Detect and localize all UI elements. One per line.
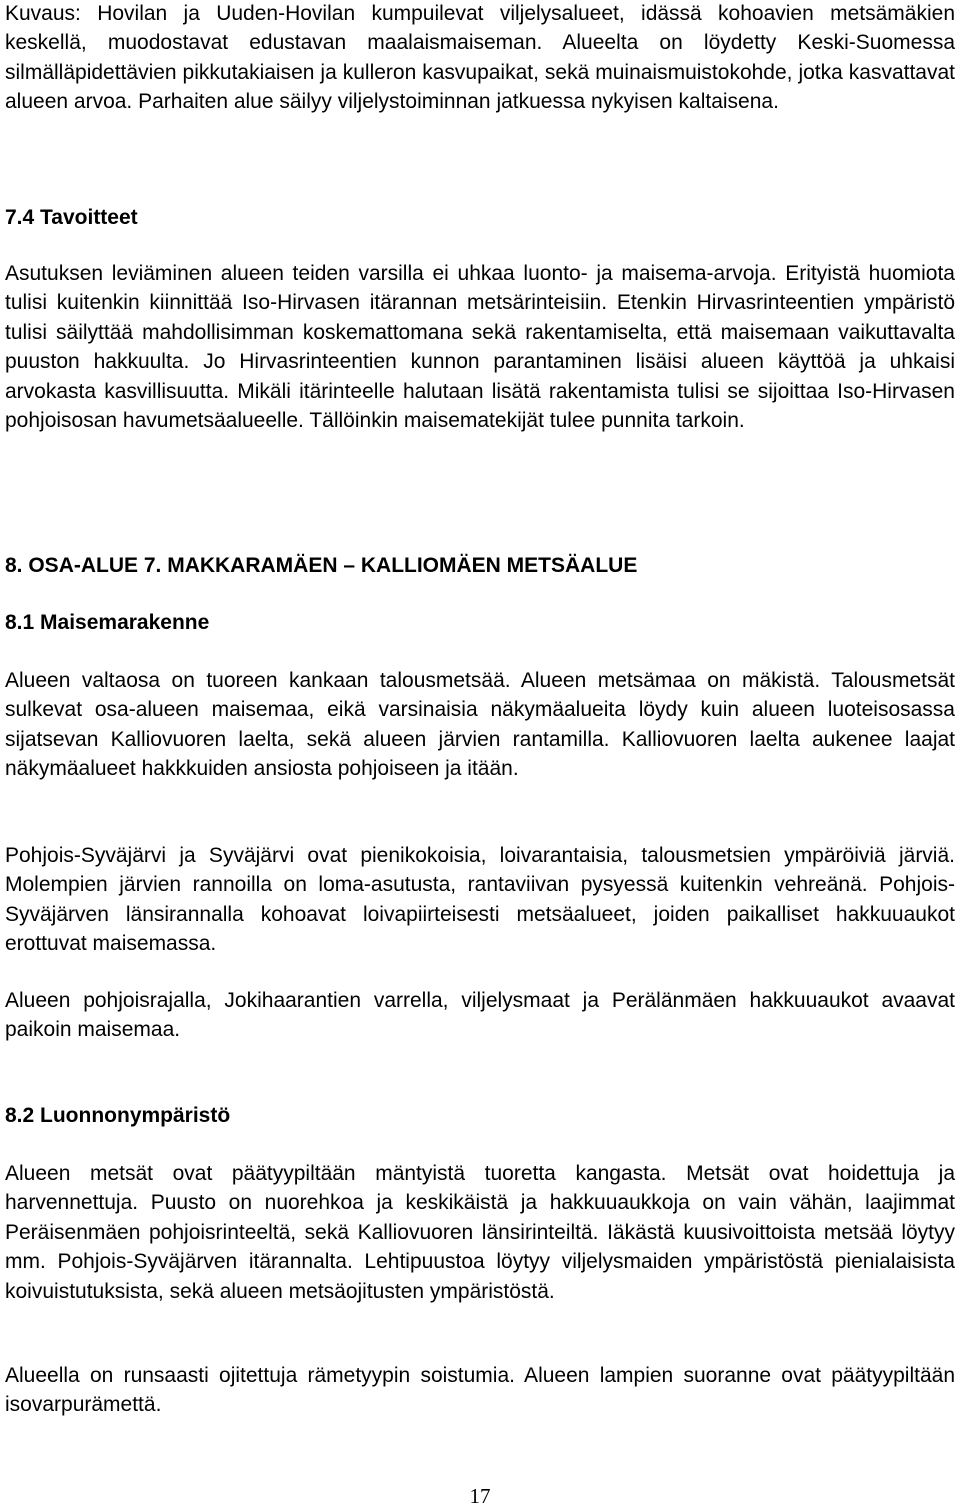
section-8-1-paragraph-1: Alueen valtaosa on tuoreen kankaan talousmetsää. Alueen metsämaa on mäkistä. Talousmetsät sulkevat osa-alueen maisemaa, eikä varsinaisia näkymäalueita löydy kuin alueen luoteisosassa sijatsevan Kalliovuoren laelta, sekä alueen järvien rantamilla. Kalliovuoren laelta aukenee laajat näkymäalueet hakkkuiden ansiosta pohjoiseen ja itään. xyxy=(5,669,955,781)
section-8-2-paragraph-2: Alueella on runsaasti ojitettuja rämetyypin soistumia. Alueen lampien suoranne ovat päätyypiltään isovarpurämettä. xyxy=(5,1364,955,1417)
section-8-1-paragraph-3: Alueen pohjoisrajalla, Jokihaarantien varrella, viljelysmaat ja Perälänmäen hakkuuaukot avaavat paikoin maisemaa. xyxy=(5,989,955,1042)
intro-paragraph: Kuvaus: Hovilan ja Uuden-Hovilan kumpuilevat viljelysalueet, idässä kohoavien metsämäkien keskellä, muodostavat edustavan maalaismaiseman. Alueelta on löydetty Keski-Suomessa silmälläpidettävien pikkutakiaisen ja kulleron kasvupaikat, sekä muinaismuistokohde, jotka kasvattavat alueen arvoa. Parhaiten alue säilyy viljelystoiminnan jatkuessa nykyisen kaltaisena. xyxy=(5,2,955,114)
section-7-4-paragraph: Asutuksen leviäminen alueen teiden varsilla ei uhkaa luonto- ja maisema-arvoja. Erityistä huomiota tulisi kuitenkin kiinnittää Iso-Hirvasen itärannan metsärinteisiin. Etenkin Hirvasrinteentien ympäristö tulisi säilyttää mahdollisimman koskemattomana sekä rakentamiselta, että maisemaan vaikuttavalta puuston hakkuulta. Jo Hirvasrinteentien kunnon parantaminen lisäisi alueen käyttöä ja uhkaisi arvokasta kasvillisuutta. Mikäli itärinteelle halutaan lisätä rakentamista tulisi se sijoittaa Iso-Hirvasen pohjoisosan havumetsäalueelle. Tällöinkin maisematekijät tulee punnita tarkoin. xyxy=(5,262,955,433)
section-heading-7-4: 7.4 Tavoitteet xyxy=(5,206,138,229)
section-heading-8: 8. OSA-ALUE 7. MAKKARAMÄEN – KALLIOMÄEN METSÄALUE xyxy=(5,554,638,577)
section-8-1-paragraph-2: Pohjois-Syväjärvi ja Syväjärvi ovat pienikokoisia, loivarantaisia, talousmetsien ympäröiviä järviä. Molempien järvien rannoilla on loma-asutusta, rantaviivan pysyessä kuitenkin vehreänä. Pohjois-Syväjärven länsirannalla kohoavat loivapiirteisesti metsäalueet, joiden paikalliset hakkuuaukot erottuvat maisemassa. xyxy=(5,844,955,956)
page-number: 17 xyxy=(469,1484,491,1508)
section-heading-8-2: 8.2 Luonnonympäristö xyxy=(5,1104,231,1127)
section-heading-8-1: 8.1 Maisemarakenne xyxy=(5,611,210,634)
section-8-2-paragraph-1: Alueen metsät ovat päätyypiltään mäntyistä tuoretta kangasta. Metsät ovat hoidettuja ja harvennettuja. Puusto on nuorehkoa ja keskikäistä ja hakkuuaukkoja on vain vähän, laajimmat Peräisenmäen pohjoisrinteeltä, sekä Kalliovuoren länsirinteiltä. Iäkästä kuusivoittoista metsää löytyy mm. Pohjois-Syväjärven itärannalta. Lehtipuustoa löytyy viljelysmaiden ympäristöstä pienialaisista koivuistutuksista, sekä alueen metsäojitusten ympäristöstä. xyxy=(5,1162,955,1303)
